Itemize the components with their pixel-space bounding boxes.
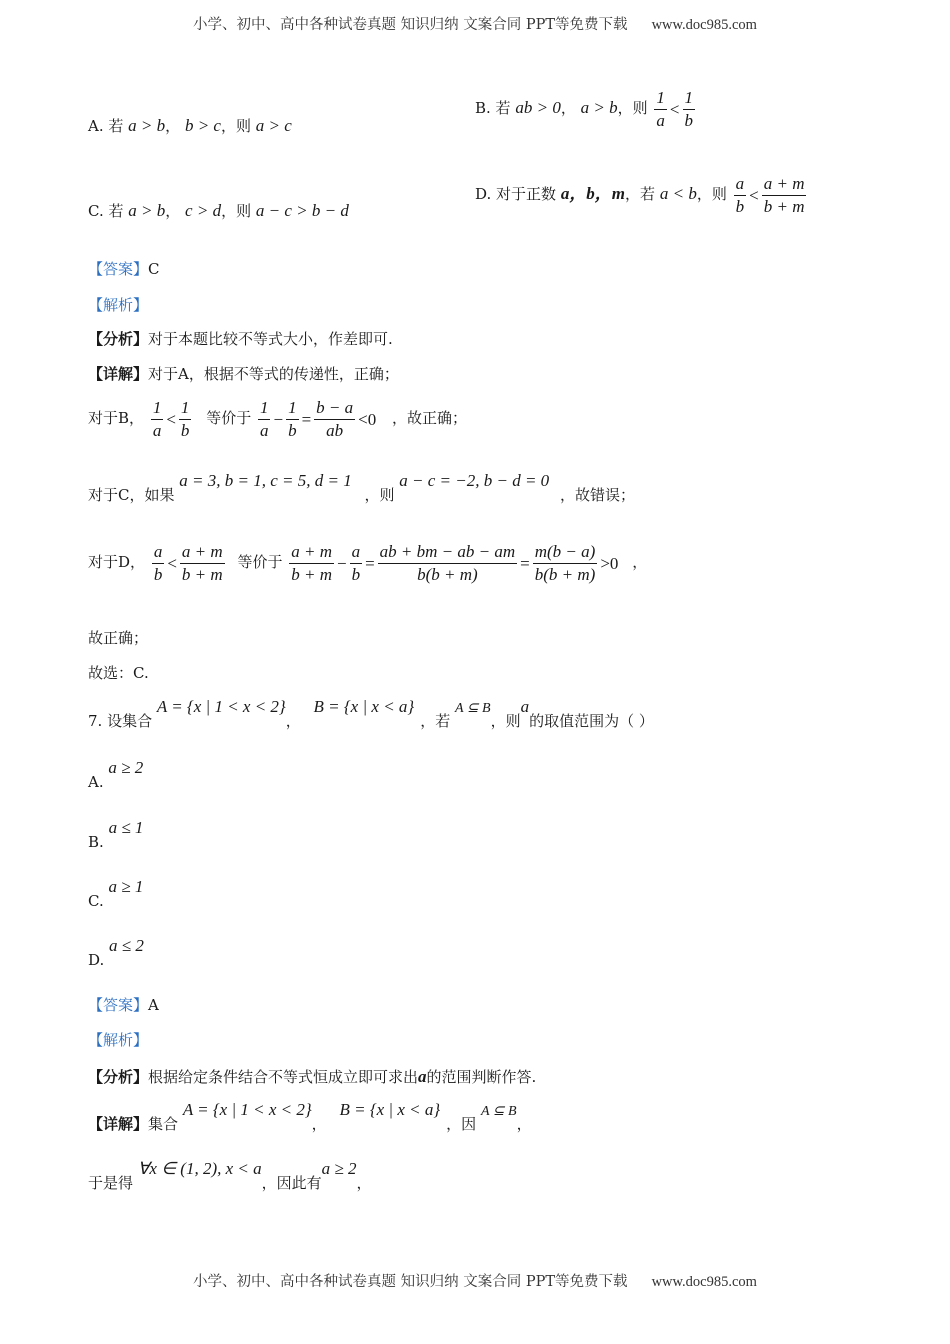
page-header: [0, 13, 950, 34]
punct: ，则: [364, 486, 395, 504]
q7-last-line: [88, 1159, 372, 1192]
punct: ，则: [221, 202, 252, 220]
math-op: =: [365, 553, 375, 573]
math-expr: a > b: [128, 201, 166, 220]
q6-conclude: 故正确；: [88, 629, 149, 647]
q7-option-b: [88, 818, 144, 851]
math-expr: ∀x ∈ (1, 2), x < a: [137, 1159, 262, 1178]
fraction: $\frac{m(b - a)}{b(b + m)}$: [534, 542, 596, 584]
q7-option-d: [88, 936, 144, 969]
line-suffix: ，: [632, 553, 648, 572]
equiv-text: 等价于: [206, 409, 252, 428]
punct: ，则: [490, 712, 521, 730]
q6-analysis-tag: 【解析】: [88, 296, 149, 314]
fenxi-tag: 【分析】: [88, 330, 149, 348]
fraction: $\frac{1}{a}$: [152, 398, 162, 440]
punct: ，因: [446, 1115, 477, 1133]
answer-tag: 【答案】: [88, 260, 149, 278]
math-op: <: [167, 553, 177, 573]
fraction: $\frac{ab + bm - ab - am}{b(b + m)}$: [379, 542, 516, 584]
math-op: =: [301, 409, 312, 429]
math-expr: a，b，m: [560, 184, 626, 204]
page-footer: [0, 1270, 950, 1291]
header-text: 小学、初中、高中各种试卷真题 知识归纳 文案合同 PPT等免费下载: [193, 17, 628, 33]
header-url[interactable]: www.doc985.com: [651, 17, 757, 33]
line-suffix: ，故错误；: [559, 486, 635, 504]
fraction: $\frac{1}{b}$: [180, 398, 190, 440]
fraction: $\frac{a + m}{b + m}$: [763, 174, 805, 216]
math-op: =: [520, 553, 530, 573]
q6-option-b: [475, 88, 697, 130]
option-label: A. 若: [88, 117, 124, 135]
q6-line-c: [88, 471, 635, 504]
math-expr: a − c = −2, b − d = 0: [399, 471, 550, 490]
math-expr: a ≥ 1: [108, 877, 144, 896]
punct: ，: [516, 1115, 532, 1133]
punct: ，: [165, 202, 181, 220]
option-label: C.: [88, 892, 104, 910]
option-label: A.: [88, 773, 104, 791]
option-label: C. 若: [88, 202, 124, 220]
line-prefix: 于是得: [88, 1174, 134, 1192]
fraction: $\frac{a}{b}$: [735, 174, 745, 216]
fraction: $\frac{1}{b}$: [288, 398, 297, 440]
answer-value: C: [148, 260, 160, 278]
q7-analysis-tag: 【解析】: [88, 1031, 149, 1049]
answer-value: A: [148, 996, 159, 1014]
stem-prefix: 7. 设集合: [88, 712, 153, 730]
math-expr: ab > 0: [515, 98, 561, 118]
q6-option-d: [475, 174, 808, 216]
q7-answer: [88, 998, 159, 1013]
punct: ，则: [220, 117, 251, 135]
punct: ，: [560, 99, 576, 118]
footer-text: 小学、初中、高中各种试卷真题 知识归纳 文案合同 PPT等免费下载: [193, 1274, 628, 1290]
math-op: −: [336, 553, 347, 573]
fraction: $\frac{1}{a}$: [656, 88, 665, 130]
math-op: <: [669, 99, 680, 119]
line-prefix: 对于D，: [88, 553, 146, 572]
fraction: $\frac{1}{a}$: [259, 398, 269, 440]
option-label: B. 若: [475, 99, 511, 118]
q6-choose: 故选：C.: [88, 664, 149, 682]
math-op: <: [166, 409, 176, 429]
punct: ，: [285, 712, 301, 730]
fraction: $\frac{a}{b}$: [153, 542, 163, 584]
math-expr: B = {x | x < a}: [313, 697, 415, 716]
fenxi-text: 对于本题比较不等式大小，作差即可.: [148, 330, 393, 348]
footer-url[interactable]: www.doc985.com: [651, 1274, 757, 1290]
math-expr: A = {x | 1 < x < 2}: [156, 697, 286, 716]
math-expr: A ⊆ B: [480, 1104, 517, 1119]
q7-xiangjie: [88, 1100, 532, 1133]
punct: ，则: [696, 185, 727, 204]
q6-line-b: [88, 398, 467, 440]
math-expr: a − c > b − d: [255, 201, 349, 220]
line-prefix: 对于B，: [88, 409, 145, 428]
fenxi-tag: 【分析】: [88, 1068, 149, 1086]
equiv-text: 等价于: [237, 553, 283, 572]
math-expr: c > d: [185, 201, 222, 220]
fraction: $\frac{a + m}{b + m}$: [181, 542, 223, 584]
q7-option-c: [88, 877, 144, 910]
math-expr: a = 3, b = 1, c = 5, d = 1: [179, 471, 352, 490]
math-expr: B = {x | x < a}: [339, 1100, 441, 1119]
option-label: D. 对于正数: [475, 185, 557, 204]
math-op: <0: [358, 409, 377, 429]
answer-tag: 【答案】: [88, 996, 149, 1014]
fraction: $\frac{1}{b}$: [684, 88, 693, 130]
xiangjie-text: 集合: [148, 1115, 179, 1133]
punct: ，则: [617, 99, 648, 118]
math-var: a: [520, 697, 530, 716]
math-expr: a ≤ 2: [109, 936, 144, 955]
math-var: a: [418, 1067, 427, 1086]
q7-fenxi: [88, 1068, 536, 1085]
fraction: $\frac{b - a}{ab}$: [316, 398, 354, 440]
xiangjie-text: 对于A，根据不等式的传递性，正确；: [148, 365, 399, 383]
q6-option-c: [88, 202, 349, 219]
math-expr: a ≥ 2: [321, 1159, 357, 1178]
fraction: $\frac{a + m}{b + m}$: [291, 542, 332, 584]
line-suffix: ，故正确；: [392, 409, 468, 428]
option-label: B.: [88, 833, 104, 851]
q7-option-a: [88, 758, 144, 791]
xiangjie-tag: 【详解】: [88, 365, 149, 383]
fraction: $\frac{a}{b}$: [351, 542, 361, 584]
q6-option-a: [88, 117, 292, 134]
punct: ，若: [625, 185, 656, 204]
option-label: D.: [88, 951, 105, 969]
q6-xiangjie: [88, 367, 399, 382]
punct: ，: [356, 1174, 372, 1192]
math-expr: a ≥ 2: [108, 758, 144, 777]
math-op: <: [749, 185, 759, 205]
punct: ，: [165, 117, 181, 135]
punct: ，因此有: [261, 1174, 322, 1192]
fenxi-text: 根据给定条件结合不等式恒成立即可求出: [148, 1068, 419, 1086]
math-expr: A ⊆ B: [455, 701, 491, 716]
punct: ，若: [420, 712, 451, 730]
math-expr: A = {x | 1 < x < 2}: [182, 1100, 312, 1119]
fenxi-text: 的范围判断作答.: [426, 1068, 537, 1086]
math-expr: a ≤ 1: [108, 818, 144, 837]
stem-suffix: 的取值范围为（ ）: [529, 712, 654, 730]
q7-stem: [88, 697, 654, 730]
math-expr: a > b: [128, 116, 166, 135]
punct: ，: [311, 1115, 327, 1133]
line-prefix: 对于C，如果: [88, 486, 175, 504]
math-expr: b > c: [184, 116, 221, 135]
q6-fenxi: [88, 332, 393, 347]
math-op: >0: [600, 553, 619, 573]
q6-line-d: [88, 542, 647, 584]
math-expr: a > b: [580, 98, 618, 118]
xiangjie-tag: 【详解】: [88, 1115, 149, 1133]
math-op: −: [273, 409, 284, 429]
math-expr: a < b: [659, 184, 697, 204]
q6-answer: [88, 262, 160, 277]
math-expr: a > c: [255, 116, 292, 135]
